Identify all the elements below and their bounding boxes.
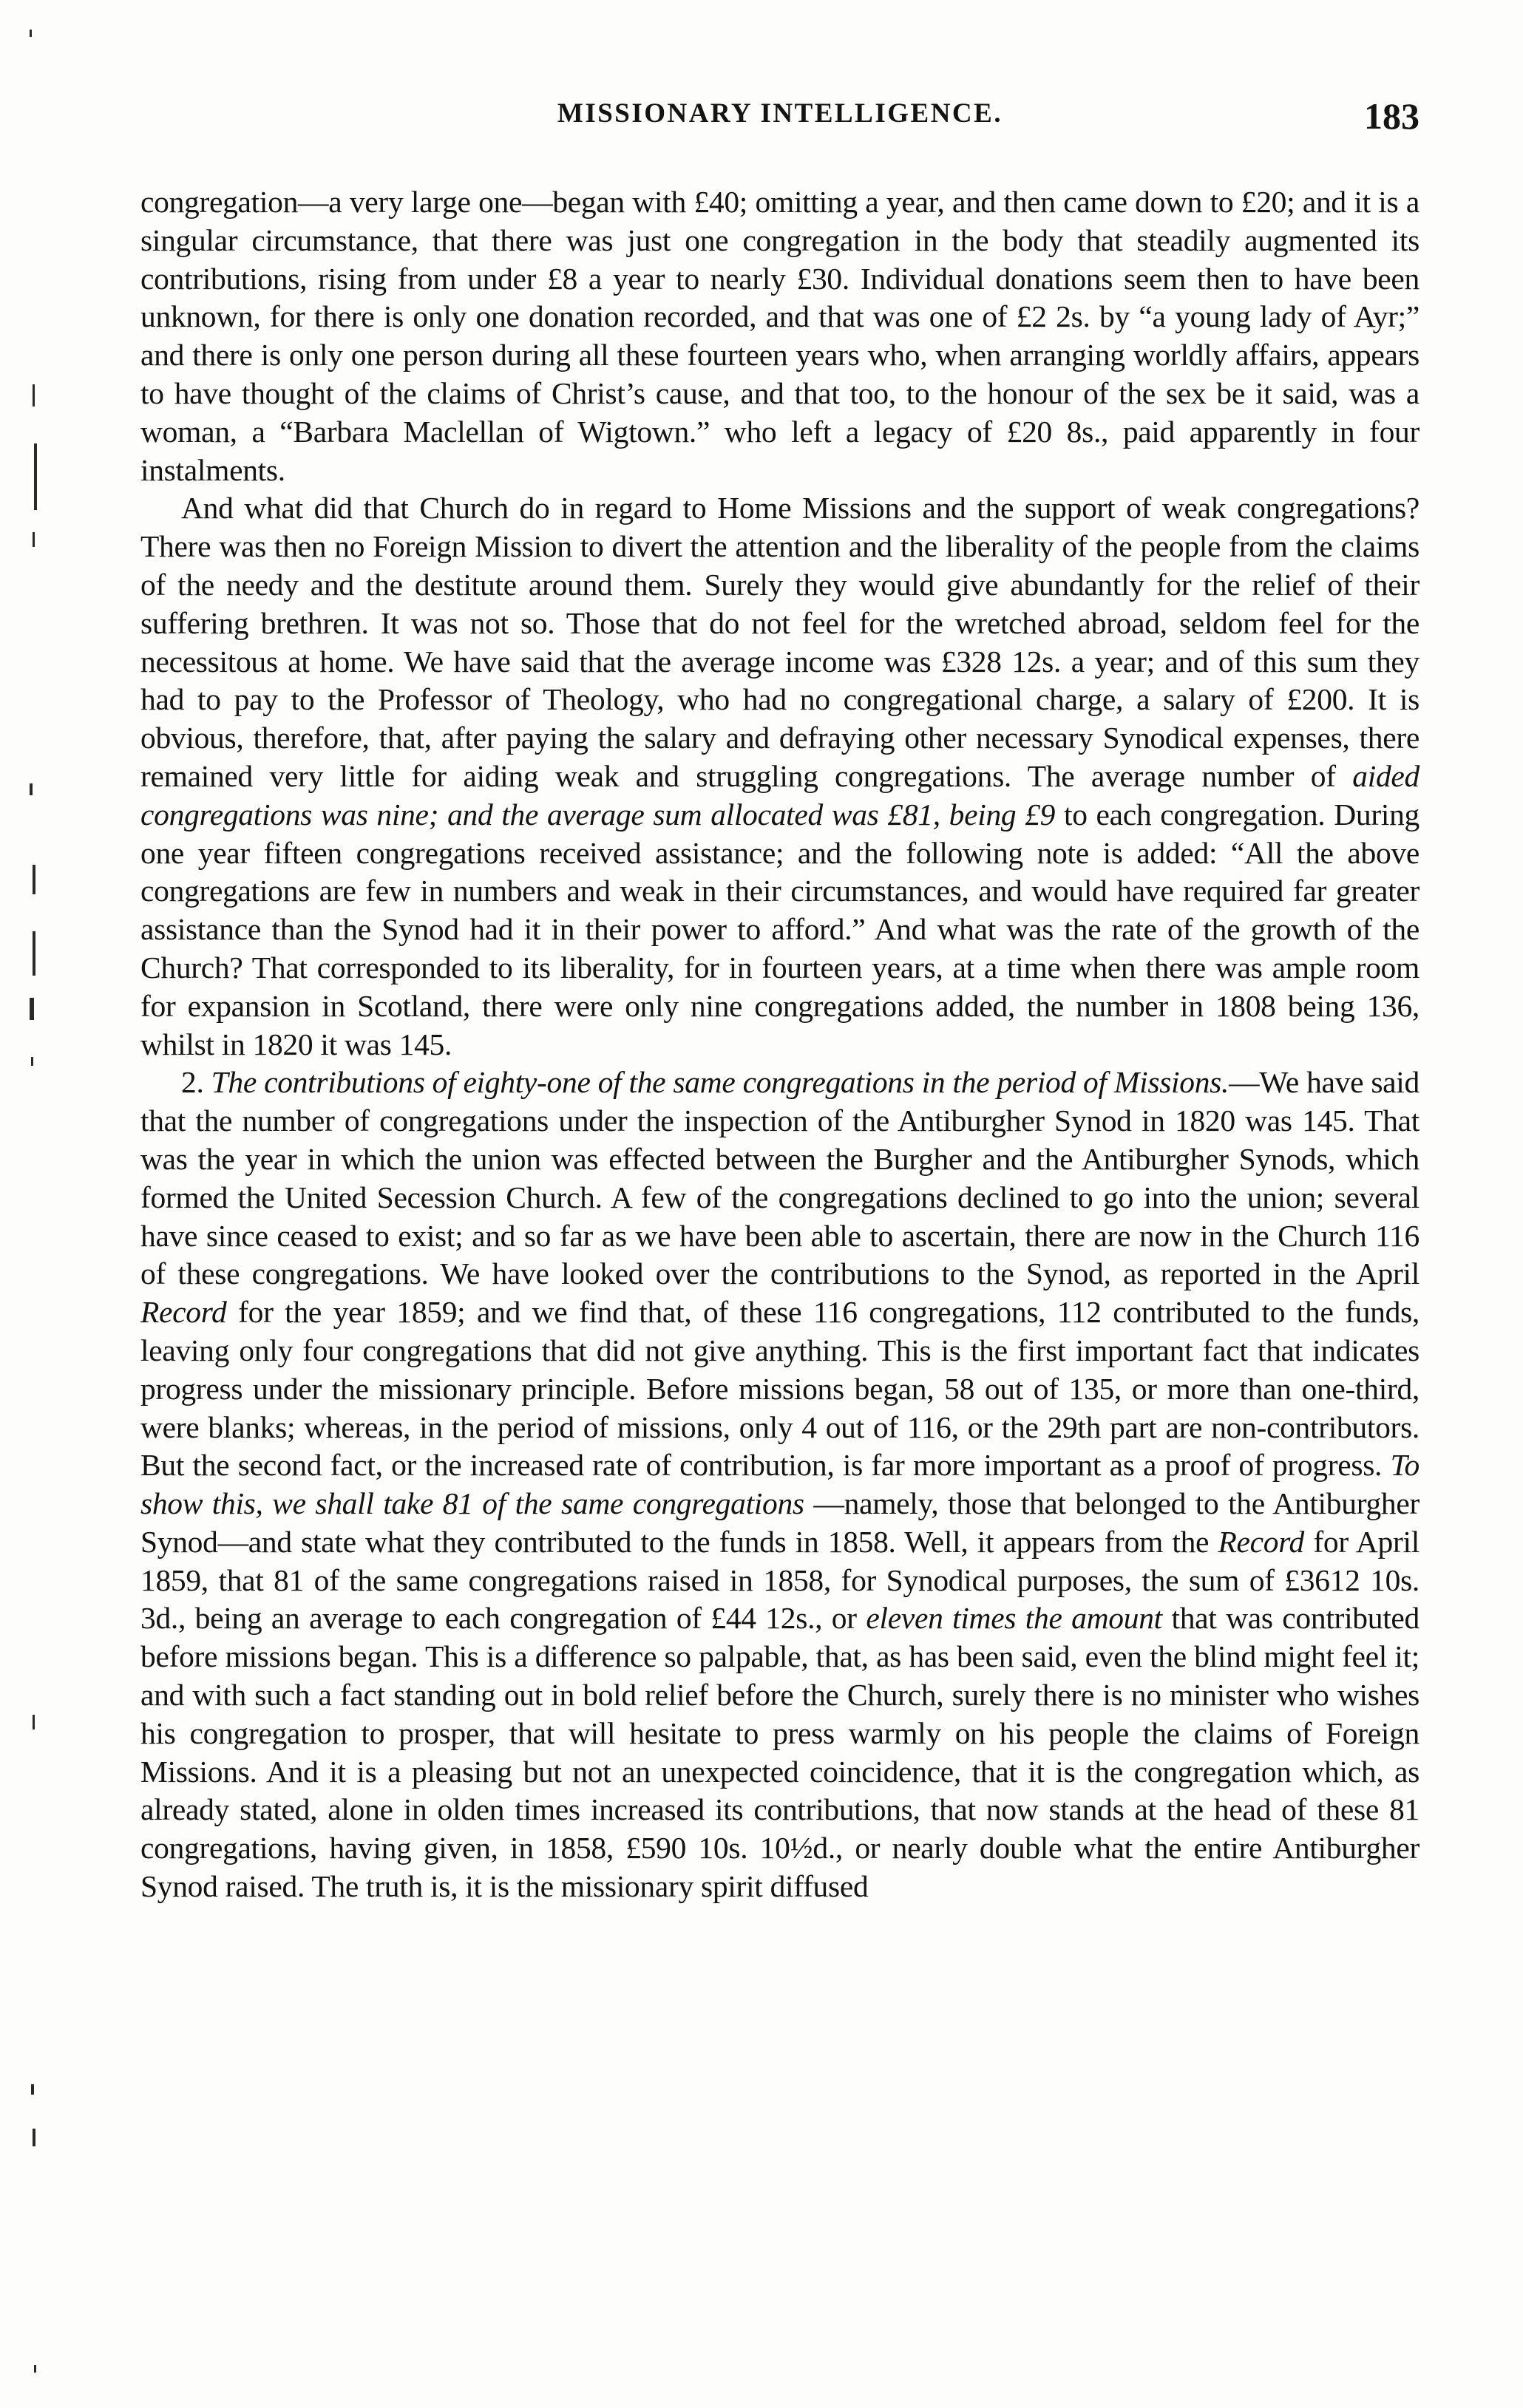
speck <box>33 931 35 976</box>
text-run: to each congregation. During one year fifteen congregations received assistance; and the following note is added: “All the above congregations are few in numbers and weak in their circumstances, and would have required far greater assistance than the Synod had it in their power to afford.” And what was the rate of the growth of the Church? That corresponded to its liberality, for in fourteen years, at a time when there was ample room for expansion in Scotland, there were only nine congregations added, the number in 1808 being 136, whilst in 1820 it was 145. <box>140 797 1419 1061</box>
section-paragraph <box>140 1064 1419 1906</box>
page-number: 183 <box>1364 95 1419 137</box>
running-head <box>140 95 1419 139</box>
italic-text-run: Record <box>1218 1524 1304 1559</box>
margin-specks <box>0 0 59 2408</box>
text-run: congregation—a very large one—began with £40; omitting a year, and then came down to £20; and it is a singular circumstance, that there was just one congregation in the body that steadily augmented its contributions, rising from under £8 a year to nearly £30. Individual donations seem then to have been unknown, for there is only one donation recorded, and that was one of £2 2s. by “a young lady of Ayr;” and there is only one person during all these fourteen years who, when arranging worldly affairs, appears to have thought of the claims of Christ’s cause, and that too, to the honour of the sex be it said, was a woman, a “Barbara Maclellan of Wigtown.” who left a legacy of £20 8s., paid apparently in four instalments. <box>140 185 1419 487</box>
speck <box>33 865 35 894</box>
speck <box>30 30 32 37</box>
italic-text-run: To show this, we shall take 81 of the same congregations <box>140 1448 1419 1521</box>
text-run: for April 1859, that 81 of the same congregations raised in 1858, for Synodical purposes, the sum of £3612 10s. 3d., being an average to each congregation of £44 12s., or <box>140 1524 1419 1636</box>
paragraph <box>140 489 1419 1064</box>
body-text <box>140 183 1419 1906</box>
italic-text-run: aided congregations was nine; and the average sum allocated was £81, being £9 <box>140 758 1419 831</box>
text-run: —We have said that the number of congregations under the inspection of the Antiburgher Synod in 1820 was 145. That was the year in which the union was effected between the Burgher and the Antiburgher Synods, which formed the United Secession Church. A few of the congregations declined to go into the union; several have since ceased to exist; and so far as we have been able to ascertain, there are now in the Church 116 of these congregations. We have looked over the contributions to the Synod, as reported in the April <box>140 1065 1419 1291</box>
running-title: MISSIONARY INTELLIGENCE. <box>557 98 1003 129</box>
speck <box>30 783 33 795</box>
speck <box>33 1715 35 1730</box>
speck <box>34 443 37 510</box>
speck <box>31 2084 34 2095</box>
speck <box>33 532 35 547</box>
speck <box>33 384 35 407</box>
speck <box>31 1057 33 1066</box>
italic-text-run: The contributions of eighty-one of the same congregations in the period of Missions. <box>211 1065 1229 1100</box>
speck <box>30 998 34 1020</box>
speck <box>34 2365 36 2373</box>
italic-text-run: Record <box>140 1295 227 1330</box>
paragraph <box>140 183 1419 489</box>
speck <box>33 2129 35 2146</box>
italic-text-run: eleven times the amount <box>866 1601 1162 1636</box>
text-run: 2. <box>181 1065 211 1100</box>
text-run: And what did that Church do in regard to Home Missions and the support of weak congregations? There was then no Foreign Mission to divert the attention and the liberality of the people from the claims of the needy and the destitute around them. Surely they would give abundantly for the relief of their suffering brethren. It was not so. Those that do not feel for the wretched abroad, seldom feel for the necessitous at home. We have said that the average income was £328 12s. a year; and of this sum they had to pay to the Professor of Theology, who had no congregational charge, a salary of £200. It is obvious, therefore, that, after paying the salary and defraying other necessary Synodical expenses, there remained very little for aiding weak and struggling congregations. The average number of <box>140 491 1419 793</box>
text-run: —namely, those that belonged to the Antiburgher Synod—and state what they contributed to the funds in 1858. Well, it appears from the <box>140 1486 1419 1559</box>
text-run: that was contributed before missions began. This is a difference so palpable, that, as has been said, even the blind might feel it; and with such a fact standing out in bold relief before the Church, surely there is no minister who wishes his congregation to prosper, that will hesitate to press warmly on his people the claims of Foreign Missions. And it is a pleasing but not an unexpected coincidence, that it is the congregation which, as already stated, alone in olden times increased its contributions, that now stands at the head of these 81 congregations, having given, in 1858, £590 10s. 10½d., or nearly double what the entire Antiburgher Synod raised. The truth is, it is the missionary spirit diffused <box>140 1601 1419 1904</box>
text-run: for the year 1859; and we find that, of these 116 congregations, 112 contributed to the funds, leaving only four congregations that did not give anything. This is the first important fact that indicates progress under the missionary principle. Before missions began, 58 out of 135, or more than one-third, were blanks; whereas, in the period of missions, only 4 out of 116, or the 29th part are non-contributors. But the second fact, or the increased rate of contribution, is far more important as a proof of progress. <box>140 1295 1419 1483</box>
